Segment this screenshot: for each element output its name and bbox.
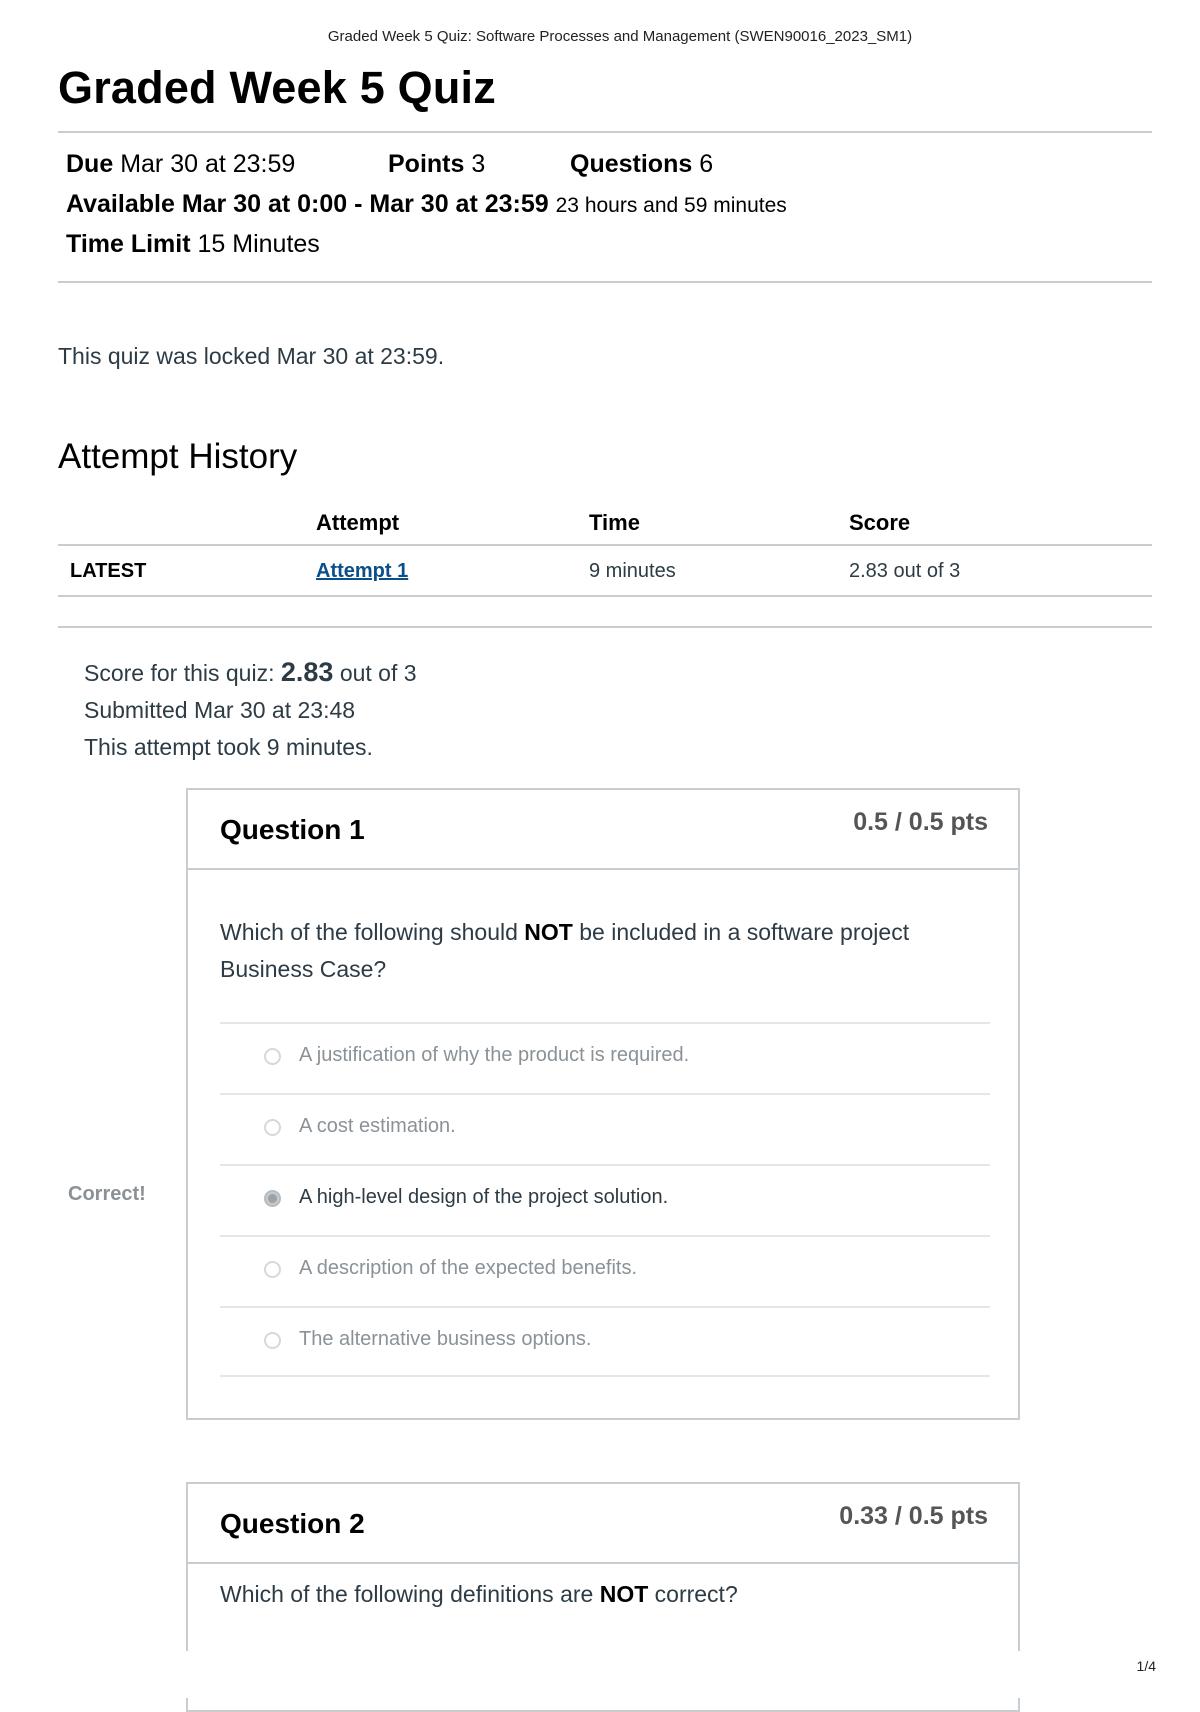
duration-line: This attempt took 9 minutes. xyxy=(84,734,373,760)
attempt-1-link[interactable]: Attempt 1 xyxy=(316,560,409,582)
score-prefix: Score for this quiz: xyxy=(84,660,275,686)
question-points: 0.33 / 0.5 pts xyxy=(839,1502,988,1530)
due-value: Mar 30 at 23:59 xyxy=(120,150,296,178)
table-row xyxy=(58,545,1152,596)
questions-label: Questions xyxy=(570,150,693,178)
correct-answer-label: Correct! xyxy=(68,1183,146,1205)
page-title: Graded Week 5 Quiz xyxy=(58,62,496,113)
table-header-row xyxy=(58,500,1152,545)
submitted-line: Submitted Mar 30 at 23:48 xyxy=(84,697,356,723)
divider xyxy=(58,131,1152,133)
answer-text: A cost estimation. xyxy=(299,1115,456,1137)
answer-text: The alternative business options. xyxy=(299,1328,592,1350)
column-header-attempt: Attempt xyxy=(316,500,589,545)
print-header: Graded Week 5 Quiz: Software Processes and Management (SWEN90016_2023_SM1) xyxy=(327,28,913,45)
score-suffix: out of 3 xyxy=(339,660,417,686)
answer-option-selected[interactable] xyxy=(220,1164,990,1235)
question-header xyxy=(188,1484,1018,1564)
available-duration: 23 hours and 59 minutes xyxy=(555,194,787,217)
question-text xyxy=(220,914,980,988)
answer-option[interactable] xyxy=(220,1306,990,1377)
score-summary xyxy=(84,654,417,766)
quiz-details-row-1 xyxy=(66,150,295,179)
question-title: Question 1 xyxy=(220,814,365,845)
question-text-after: be included in a software project Business Case? xyxy=(220,919,910,982)
question-1-card xyxy=(186,788,1020,1420)
score-value: 2.83 xyxy=(280,657,334,687)
score-line xyxy=(84,654,417,692)
attempt-history-table xyxy=(58,500,1152,597)
page-footer-band xyxy=(0,1651,1200,1698)
time-cell: 9 minutes xyxy=(589,545,849,596)
answer-option[interactable] xyxy=(220,1022,990,1093)
question-text-emphasis: NOT xyxy=(599,1581,649,1607)
quiz-details-row-2 xyxy=(66,190,787,219)
available-label: Available xyxy=(66,190,175,218)
answer-option[interactable] xyxy=(220,1235,990,1306)
time-limit-label: Time Limit xyxy=(66,230,191,258)
points-label: Points xyxy=(388,150,465,178)
answer-option[interactable] xyxy=(220,1093,990,1164)
question-text-after: correct? xyxy=(654,1581,738,1607)
divider xyxy=(58,626,1152,628)
radio-button[interactable] xyxy=(264,1119,281,1136)
question-points: 0.5 / 0.5 pts xyxy=(853,808,988,836)
score-cell: 2.83 out of 3 xyxy=(849,545,1152,596)
attempt-cell xyxy=(316,545,589,596)
quiz-details-row-3 xyxy=(66,230,320,259)
locked-message: This quiz was locked Mar 30 at 23:59. xyxy=(58,343,445,369)
page-number: 1/4 xyxy=(1136,1658,1156,1674)
column-header-score: Score xyxy=(849,500,1152,545)
question-title: Question 2 xyxy=(220,1508,365,1539)
question-text-before: Which of the following should xyxy=(220,919,518,945)
radio-button[interactable] xyxy=(264,1048,281,1065)
time-limit-value: 15 Minutes xyxy=(197,230,320,258)
question-text-before: Which of the following definitions are xyxy=(220,1581,594,1607)
points-value: 3 xyxy=(471,150,486,178)
answer-list xyxy=(220,1022,990,1377)
answer-text: A high-level design of the project solution. xyxy=(299,1186,669,1208)
attempt-history-title: Attempt History xyxy=(58,437,298,476)
due-label: Due xyxy=(66,150,114,178)
question-text-emphasis: NOT xyxy=(524,919,573,945)
column-header-time: Time xyxy=(589,500,849,545)
radio-button[interactable] xyxy=(264,1261,281,1278)
questions-value: 6 xyxy=(699,150,714,178)
questions-detail xyxy=(570,150,713,179)
radio-button-selected[interactable] xyxy=(264,1190,281,1207)
radio-button[interactable] xyxy=(264,1332,281,1349)
available-value: Mar 30 at 0:00 - Mar 30 at 23:59 xyxy=(181,190,549,218)
question-text xyxy=(220,1576,980,1613)
points-detail xyxy=(388,150,485,179)
answer-text: A justification of why the product is required. xyxy=(299,1044,690,1066)
answer-text: A description of the expected benefits. xyxy=(299,1257,637,1279)
column-header-label xyxy=(58,500,316,545)
question-header xyxy=(188,790,1018,870)
divider xyxy=(58,281,1152,283)
latest-label: LATEST xyxy=(58,545,316,596)
